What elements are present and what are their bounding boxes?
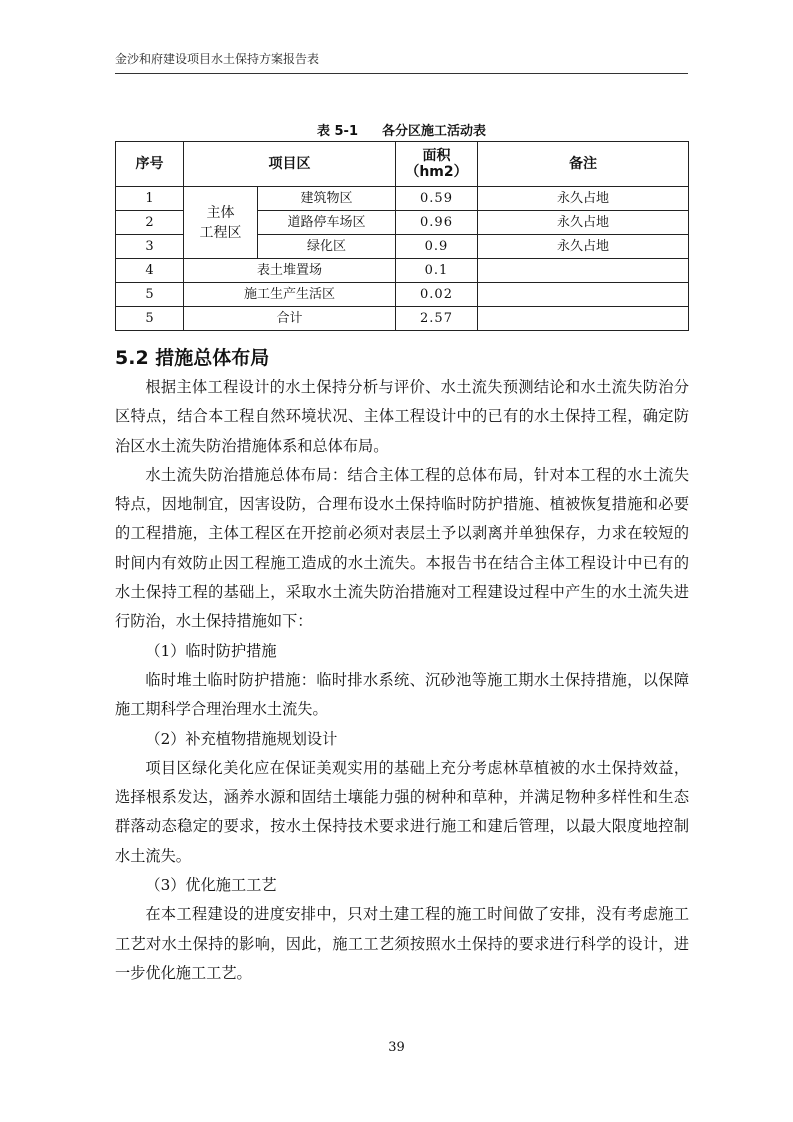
subheading: （3）优化施工工艺 bbox=[145, 876, 277, 895]
row-no: 4 bbox=[116, 259, 184, 283]
row-no: 5 bbox=[116, 283, 184, 307]
subheading: （2）补充植物措施规划设计 bbox=[145, 729, 338, 748]
row-note bbox=[478, 307, 689, 331]
table-title: 各分区施工活动表 bbox=[382, 124, 487, 139]
table-caption bbox=[115, 120, 688, 139]
row-area: 0.96 bbox=[396, 211, 478, 235]
row-no: 5 bbox=[116, 307, 184, 331]
row-area-name: 表土堆置场 bbox=[184, 259, 396, 283]
row-area: 0.02 bbox=[396, 283, 478, 307]
table-row bbox=[116, 259, 689, 283]
paragraph: 临时堆土临时防护措施：临时排水系统、沉砂池等施工期水土保持措施，以保障施工期科学合理治理水土流失。 bbox=[115, 670, 689, 719]
row-no: 2 bbox=[116, 211, 184, 235]
row-no: 1 bbox=[116, 187, 184, 211]
paragraph: 根据主体工程设计的水土保持分析与评价、水土流失预测结论和水土流失防治分区特点，结合本工程自然环境状况、主体工程设计中的已有的水土保持工程，确定防治区水土流失防治措施体系和总体布局。 bbox=[115, 378, 689, 455]
table-header-row bbox=[116, 142, 689, 187]
row-area: 2.57 bbox=[396, 307, 478, 331]
group-label-main-works: 主体 工程区 bbox=[184, 187, 258, 259]
row-area: 0.59 bbox=[396, 187, 478, 211]
page-number: 39 bbox=[388, 1040, 405, 1055]
header-no: 序号 bbox=[116, 142, 184, 187]
header-area-name: 项目区 bbox=[184, 142, 396, 187]
row-area: 0.1 bbox=[396, 259, 478, 283]
header-area-size: 面积（hm2） bbox=[396, 142, 478, 187]
table-row bbox=[116, 187, 689, 211]
paragraph: 在本工程建设的进度安排中，只对土建工程的施工时间做了安排，没有考虑施工工艺对水土保持的影响，因此，施工工艺须按照水土保持的要求进行科学的设计，进一步优化施工工艺。 bbox=[115, 905, 689, 982]
row-area: 0.9 bbox=[396, 235, 478, 259]
row-subarea: 道路停车场区 bbox=[258, 211, 396, 235]
construction-activity-table bbox=[115, 141, 689, 331]
row-area-name: 施工生产生活区 bbox=[184, 283, 396, 307]
table-row bbox=[116, 283, 689, 307]
row-no: 3 bbox=[116, 235, 184, 259]
row-note bbox=[478, 259, 689, 283]
paragraph: 水土流失防治措施总体布局：结合主体工程的总体布局，针对本工程的水土流失特点，因地制宜，因害设防，合理布设水土保持临时防护措施、植被恢复措施和必要的工程措施，主体工程区在开挖前必须对表层土予以剥离并单独保存，力求在较短的时间内有效防止因工程施工造成的水土流失。本报告书在结合主体工程设计中已有的水土保持工程的基础上，采取水土流失防治措施对工程建设过程中产生的水土流失进行防治，水土保持措施如下： bbox=[115, 465, 689, 631]
row-subarea: 建筑物区 bbox=[258, 187, 396, 211]
row-note: 永久占地 bbox=[478, 211, 689, 235]
row-subarea: 绿化区 bbox=[258, 235, 396, 259]
row-area-name: 合计 bbox=[184, 307, 396, 331]
header-note: 备注 bbox=[478, 142, 689, 187]
row-note: 永久占地 bbox=[478, 235, 689, 259]
section-body bbox=[115, 373, 689, 988]
running-header: 金沙和府建设项目水土保持方案报告表 bbox=[115, 50, 688, 74]
paragraph: 项目区绿化美化应在保证美观实用的基础上充分考虑林草植被的水土保持效益，选择根系发达，涵养水源和固结土壤能力强的树种和草种，并满足物种多样性和生态群落动态稳定的要求，按水土保持技术要求进行施工和建后管理，以最大限度地控制水土流失。 bbox=[115, 758, 689, 865]
section-heading: 5.2 措施总体布局 bbox=[115, 347, 270, 369]
row-note bbox=[478, 283, 689, 307]
subheading: （1）临时防护措施 bbox=[145, 641, 277, 660]
table-total-row bbox=[116, 307, 689, 331]
row-note: 永久占地 bbox=[478, 187, 689, 211]
table-number: 表 5-1 bbox=[316, 124, 358, 139]
